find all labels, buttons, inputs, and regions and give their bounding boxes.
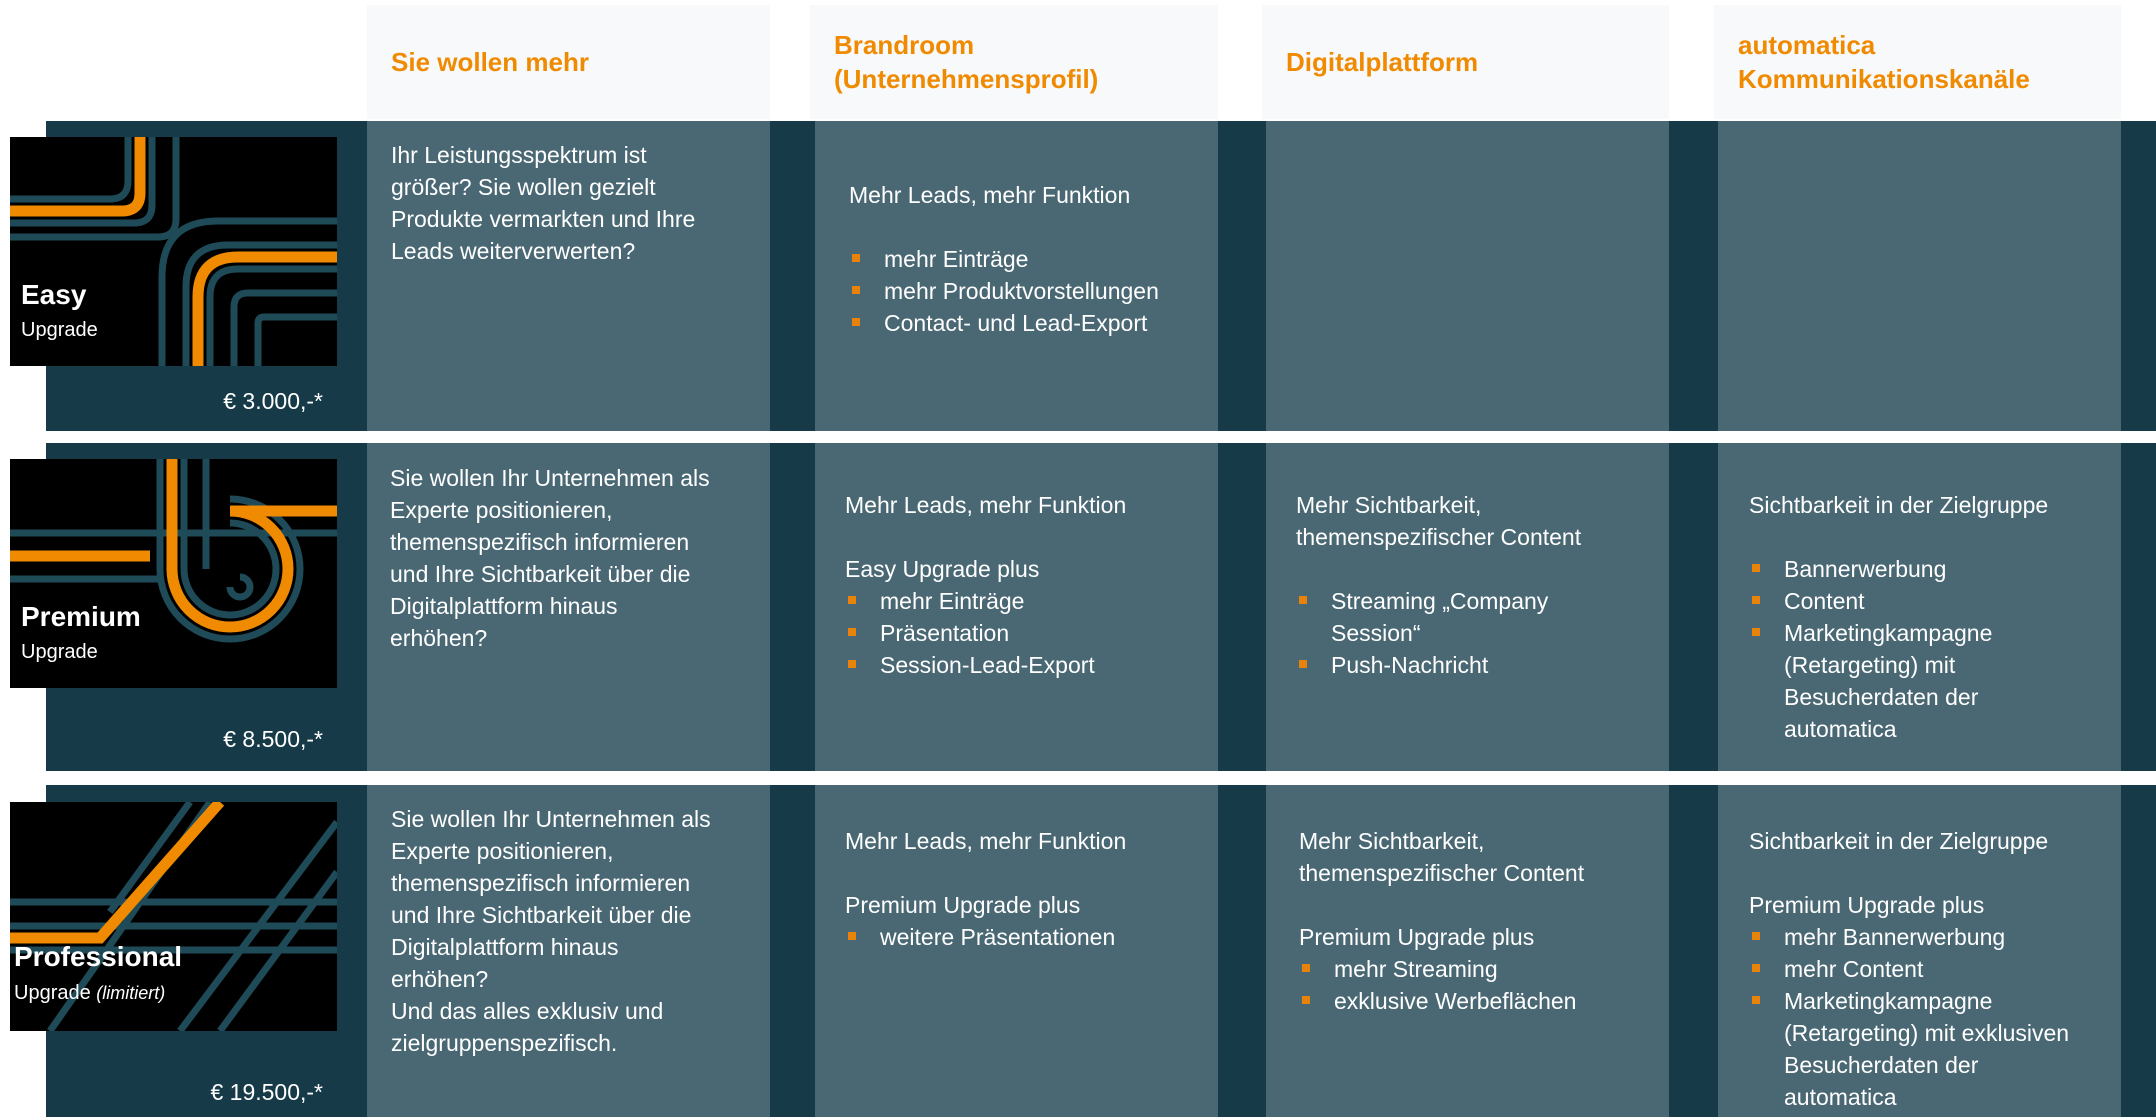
feature-list xyxy=(845,585,1218,681)
cell-intro: Easy Upgrade plus xyxy=(845,556,1040,582)
tier-name: Easy xyxy=(21,279,87,310)
list-item xyxy=(1749,617,2121,745)
list-item-text: (Retargeting) mit exklusiven xyxy=(1784,1020,2070,1046)
premium-tile-image xyxy=(10,459,337,688)
list-item: exklusive Werbeflächen xyxy=(1299,985,1669,1017)
row-professional-col4 xyxy=(1718,785,2121,1117)
text-line: Ihr Leistungsspektrum ist xyxy=(391,142,647,168)
header-col2 xyxy=(810,5,1218,119)
list-item: Contact- und Lead-Export xyxy=(849,307,1218,339)
cell-title: themenspezifischer Content xyxy=(1296,524,1582,550)
row-premium-col1 xyxy=(367,443,770,771)
header-col3 xyxy=(1262,5,1669,119)
cell-title: Sichtbarkeit in der Zielgruppe xyxy=(1749,828,2049,854)
row-easy-col2 xyxy=(815,121,1218,431)
list-item-text: Session“ xyxy=(1331,620,1421,646)
list-item: Session-Lead-Export xyxy=(845,649,1218,681)
list-item-text: Marketingkampagne xyxy=(1784,988,1993,1014)
list-item: mehr Bannerwerbung xyxy=(1749,921,2121,953)
list-item-text: Besucherdaten der xyxy=(1784,684,1979,710)
row-professional-col1 xyxy=(367,785,770,1117)
text-line: themenspezifisch informieren xyxy=(391,870,691,896)
list-item xyxy=(1749,985,2121,1113)
text-line: erhöhen? xyxy=(391,966,489,992)
text-line: Leads weiterverwerten? xyxy=(391,238,636,264)
cell-intro: Premium Upgrade plus xyxy=(845,892,1081,918)
tier-sub xyxy=(21,317,98,343)
tier-sub-label: Upgrade xyxy=(21,641,98,663)
text-line: Experte positionieren, xyxy=(391,838,614,864)
row-easy-col4 xyxy=(1718,121,2121,431)
list-item: Bannerwerbung xyxy=(1749,553,2121,585)
text-line: größer? Sie wollen gezielt xyxy=(391,174,656,200)
list-item-text: automatica xyxy=(1784,1084,1897,1110)
price-premium: € 8.500,-* xyxy=(223,726,323,752)
list-item: weitere Präsentationen xyxy=(845,921,1218,953)
header-col4 xyxy=(1714,5,2121,119)
header-col1-label: Sie wollen mehr xyxy=(391,47,589,77)
list-item: mehr Einträge xyxy=(845,585,1218,617)
list-item-text: Besucherdaten der xyxy=(1784,1052,1979,1078)
feature-list xyxy=(845,921,1218,953)
text-line: erhöhen? xyxy=(390,625,488,651)
list-item-text: Marketingkampagne xyxy=(1784,620,1993,646)
row-professional-col3 xyxy=(1266,785,1669,1117)
text-line: Sie wollen Ihr Unternehmen als xyxy=(391,806,711,832)
text-line: Und das alles exklusiv und xyxy=(391,998,664,1024)
tier-sub-note: (limitiert) xyxy=(96,983,166,1003)
text-line: Digitalplattform hinaus xyxy=(391,934,619,960)
list-item-text: (Retargeting) mit xyxy=(1784,652,1956,678)
list-item: mehr Content xyxy=(1749,953,2121,985)
row-professional-col2 xyxy=(815,785,1218,1117)
text-line: Experte positionieren, xyxy=(390,497,613,523)
text-line: und Ihre Sichtbarkeit über die xyxy=(391,902,692,928)
tier-sub xyxy=(14,980,165,1006)
text-line: Sie wollen Ihr Unternehmen als xyxy=(390,465,710,491)
list-item xyxy=(1296,585,1669,649)
text-line: themenspezifisch informieren xyxy=(390,529,690,555)
text-line: Digitalplattform hinaus xyxy=(390,593,618,619)
tier-sub xyxy=(21,639,98,665)
cell-title: Mehr Leads, mehr Funktion xyxy=(849,182,1131,208)
easy-tile-image xyxy=(10,137,337,366)
feature-list xyxy=(1749,921,2121,1113)
cell-title: Sichtbarkeit in der Zielgruppe xyxy=(1749,492,2049,518)
list-item: mehr Streaming xyxy=(1299,953,1669,985)
row-easy-col3 xyxy=(1266,121,1669,431)
header-col2-label: Brandroom (Unternehmensprofil) xyxy=(834,30,1099,94)
row-premium-col4 xyxy=(1718,443,2121,771)
row-easy-col1 xyxy=(367,121,770,431)
tier-name: Professional xyxy=(14,941,183,972)
header-col3-label: Digitalplattform xyxy=(1286,47,1479,77)
header-col4-label: automatica Kommunikationskanäle xyxy=(1738,30,2030,94)
row-premium-col3 xyxy=(1266,443,1669,771)
tier-sub-label: Upgrade xyxy=(14,982,91,1004)
list-item: Content xyxy=(1749,585,2121,617)
cell-title: Mehr Leads, mehr Funktion xyxy=(845,828,1127,854)
list-item: mehr Einträge xyxy=(849,243,1218,275)
feature-list xyxy=(1749,553,2121,745)
text-line: zielgruppenspezifisch. xyxy=(391,1030,618,1056)
list-item: Präsentation xyxy=(845,617,1218,649)
text-line: und Ihre Sichtbarkeit über die xyxy=(390,561,691,587)
feature-list xyxy=(1299,953,1669,1017)
cell-title: Mehr Sichtbarkeit, xyxy=(1296,492,1482,518)
header-col1 xyxy=(367,5,770,119)
cell-intro: Premium Upgrade plus xyxy=(1749,892,1985,918)
list-item-text: Streaming „Company xyxy=(1331,588,1549,614)
list-item-text: automatica xyxy=(1784,716,1897,742)
feature-list xyxy=(1296,585,1669,681)
tier-sub-label: Upgrade xyxy=(21,319,98,341)
cell-title: themenspezifischer Content xyxy=(1299,860,1585,886)
text-line: Produkte vermarkten und Ihre xyxy=(391,206,696,232)
cell-title: Mehr Sichtbarkeit, xyxy=(1299,828,1485,854)
list-item: Push-Nachricht xyxy=(1296,649,1669,681)
feature-list xyxy=(849,243,1218,339)
price-easy: € 3.000,-* xyxy=(223,388,323,414)
professional-tile-image xyxy=(10,802,337,1031)
row-premium-col2 xyxy=(815,443,1218,771)
price-professional: € 19.500,-* xyxy=(210,1079,323,1105)
list-item: mehr Produktvorstellungen xyxy=(849,275,1218,307)
cell-intro: Premium Upgrade plus xyxy=(1299,924,1535,950)
cell-title: Mehr Leads, mehr Funktion xyxy=(845,492,1127,518)
tier-name: Premium xyxy=(21,601,141,632)
